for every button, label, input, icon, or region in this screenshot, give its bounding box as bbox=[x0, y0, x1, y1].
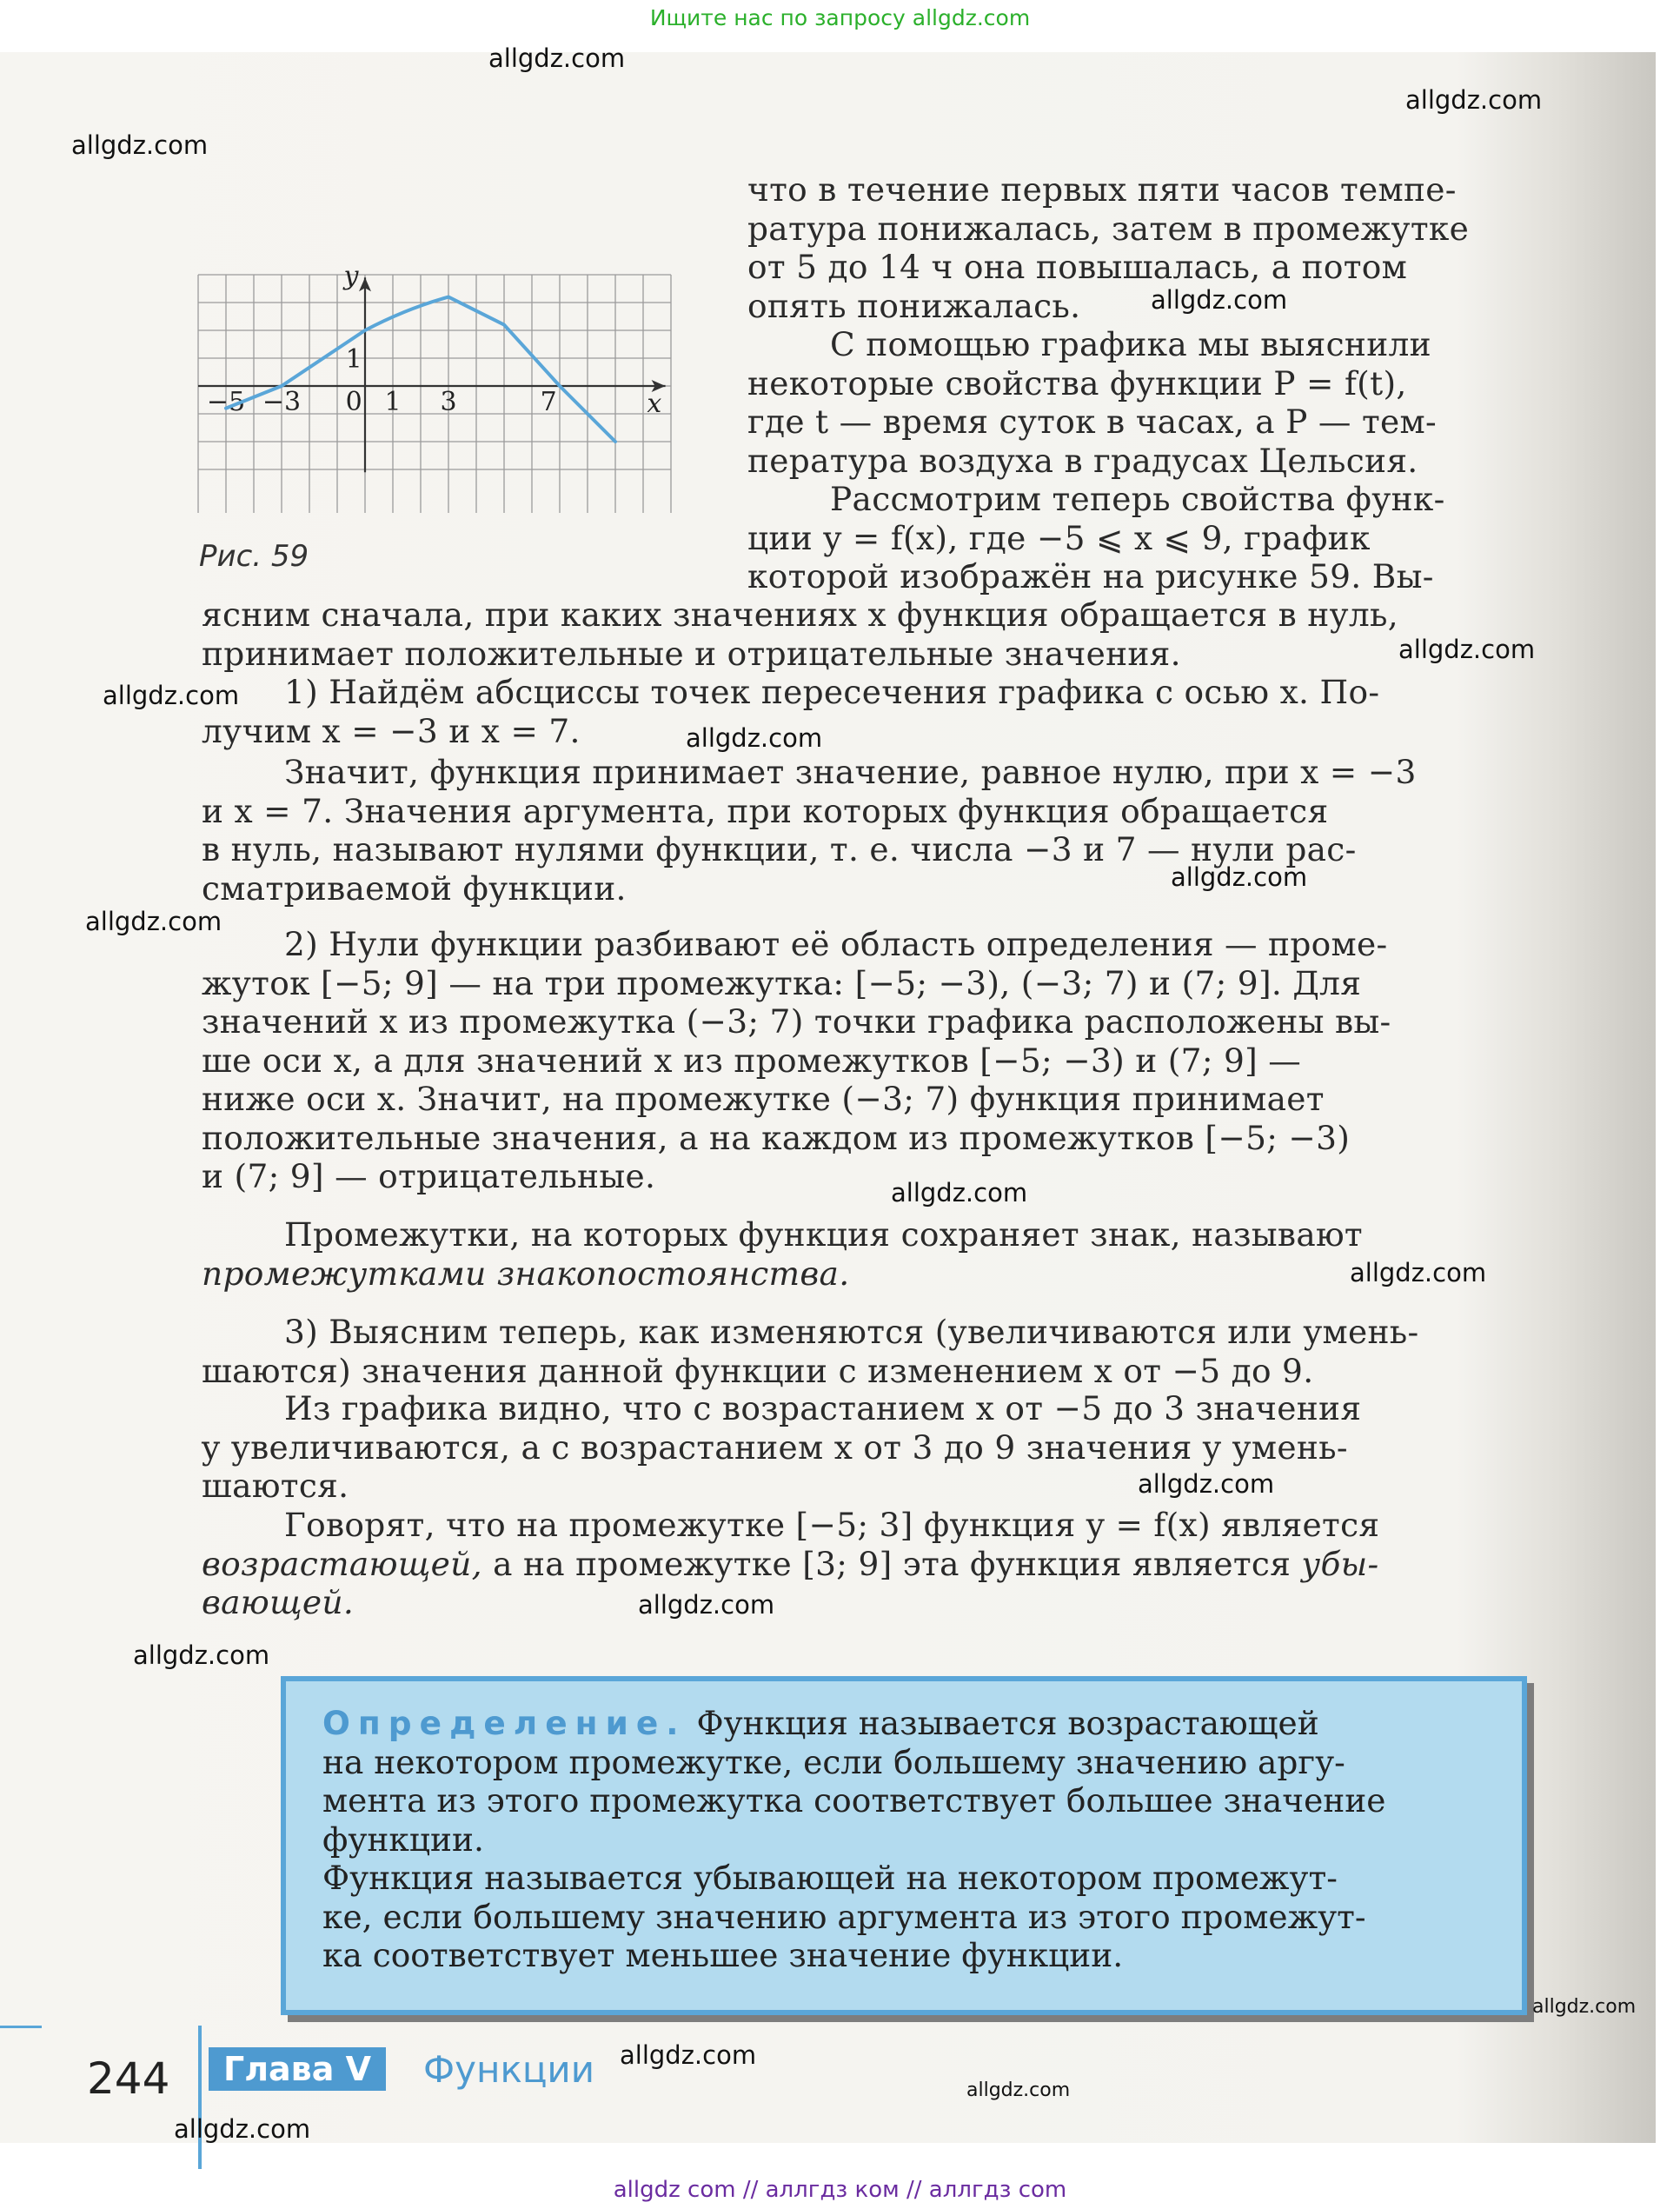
tick-label: −3 bbox=[262, 387, 302, 417]
increasing-decreasing-paragraph: Говорят, что на промежутке [−5; 3] функция y = f(x) является возрастающей, а на промежутке [3; 9] эта функция является убы- вающей. bbox=[202, 1506, 1380, 1621]
watermark[interactable]: allgdz.com bbox=[638, 1590, 775, 1620]
tick-label: 1 bbox=[345, 344, 362, 375]
definition-text: Определение. Функция называется возрастающей на некотором промежутке, если большему значению аргу- мента из этого промежутка соответствует большее значение функции. Функция называется убывающей на некотором промежут- ке, если большему значению аргумента из этого промежут- ка соответствует меньшее значение функции. bbox=[322, 1704, 1386, 1974]
tick-label: −5 bbox=[206, 387, 246, 417]
zeros-paragraph: Значит, функция принимает значение, равное нулю, при x = −3 и x = 7. Значения аргумента, при которых функция обращается в нуль, называют нулями функции, т. е. числа −3 и 7 — нули рас- сматриваемой функции. bbox=[202, 753, 1417, 908]
step3-paragraph: 3) Выясним теперь, как изменяются (увеличиваются или умень- шаются) значения данной функции с изменением x от −5 до 9. bbox=[202, 1313, 1419, 1390]
y-axis-label: y bbox=[343, 261, 359, 292]
footer-rule bbox=[0, 2026, 42, 2028]
watermark[interactable]: allgdz.com bbox=[85, 907, 222, 936]
watermark[interactable]: allgdz.com bbox=[891, 1178, 1028, 1208]
bottom-banner[interactable]: allgdz com // аллгдз ком // аллгдз com bbox=[613, 2177, 1067, 2203]
intro-paragraph: что в течение первых пяти часов темпе- ратура понижалась, затем в промежутке от 5 до 14 ч она повышалась, а потом опять понижалась. bbox=[747, 170, 1470, 325]
tick-label: 3 bbox=[440, 387, 457, 417]
graph-axes bbox=[198, 277, 666, 472]
watermark[interactable]: allgdz.com bbox=[1532, 1996, 1637, 2018]
figure-caption: Рис. 59 bbox=[199, 539, 309, 574]
x-axis-label: x bbox=[647, 389, 662, 419]
watermark[interactable]: allgdz.com bbox=[686, 723, 823, 753]
watermark[interactable]: allgdz.com bbox=[488, 43, 626, 73]
consider-paragraph: Рассмотрим теперь свойства функ- ции y = f(x), где −5 ⩽ x ⩽ 9, график которой изображён на рисунке 59. Вы- bbox=[747, 480, 1445, 595]
footer-divider bbox=[198, 2026, 202, 2169]
definition-heading: Определение. bbox=[322, 1704, 687, 1742]
top-banner[interactable]: Ищите нас по запросу allgdz.com bbox=[649, 5, 1031, 30]
watermark[interactable]: allgdz.com bbox=[133, 1640, 270, 1670]
sign-constancy-paragraph: Промежутки, на которых функция сохраняет знак, называют промежутками знакопостоянства. bbox=[202, 1215, 1363, 1293]
watermark[interactable]: allgdz.com bbox=[1405, 85, 1543, 115]
watermark[interactable]: allgdz.com bbox=[1350, 1258, 1487, 1287]
chapter-label: Глава V bbox=[209, 2047, 386, 2091]
watermark[interactable]: allgdz.com bbox=[1398, 635, 1536, 664]
watermark[interactable]: allgdz.com bbox=[1171, 862, 1308, 892]
watermark[interactable]: allgdz.com bbox=[71, 130, 209, 160]
chapter-title: Функции bbox=[423, 2048, 595, 2091]
watermark[interactable]: allgdz.com bbox=[103, 681, 240, 710]
step1-paragraph: 1) Найдём абсциссы точек пересечения графика с осью x. По- лучим x = −3 и x = 7. bbox=[202, 673, 1380, 750]
graph-ticks bbox=[207, 261, 661, 442]
definition-box bbox=[281, 1676, 1527, 2015]
step2-paragraph: 2) Нули функции разбивают её область определения — проме- жуток [−5; 9] — на три промежутка: [−5; −3), (−3; 7) и (7; 9]. Для значений x из промежутка (−3; 7) точки графика расположены вы- ше оси x, а для значений x из промежутков [−5; −3) и (7; 9] — ниже оси x. Значит, на промежутке (−3; 7) функция принимает положительные значения, а на каждом из промежутков [−5; −3) и (7; 9] — отрицательные. bbox=[202, 925, 1391, 1195]
watermark[interactable]: allgdz.com bbox=[620, 2040, 757, 2070]
watermark[interactable]: allgdz.com bbox=[174, 2114, 311, 2144]
graph-properties-paragraph: С помощью графика мы выяснили некоторые свойства функции P = f(t), где t — время суток в часах, а P — тем- пература воздуха в градусах Цельсия. bbox=[747, 325, 1437, 480]
watermark[interactable]: allgdz.com bbox=[1151, 285, 1288, 315]
tick-label: 7 bbox=[540, 387, 557, 417]
watermark[interactable]: allgdz.com bbox=[966, 2079, 1071, 2101]
monotonic-paragraph: Из графика видно, что с возрастанием x от −5 до 3 значения y увеличиваются, а с возрастанием x от 3 до 9 значения y умень- шаются. bbox=[202, 1389, 1362, 1505]
tick-label: 1 bbox=[384, 387, 402, 417]
watermark[interactable]: allgdz.com bbox=[1138, 1469, 1275, 1499]
page-number: 244 bbox=[87, 2053, 170, 2104]
function-graph bbox=[196, 165, 695, 513]
tick-label: 0 bbox=[345, 387, 362, 417]
zeros-intro-paragraph: ясним сначала, при каких значениях x функция обращается в нуль, принимает положительные и отрицательные значения. bbox=[202, 595, 1398, 673]
